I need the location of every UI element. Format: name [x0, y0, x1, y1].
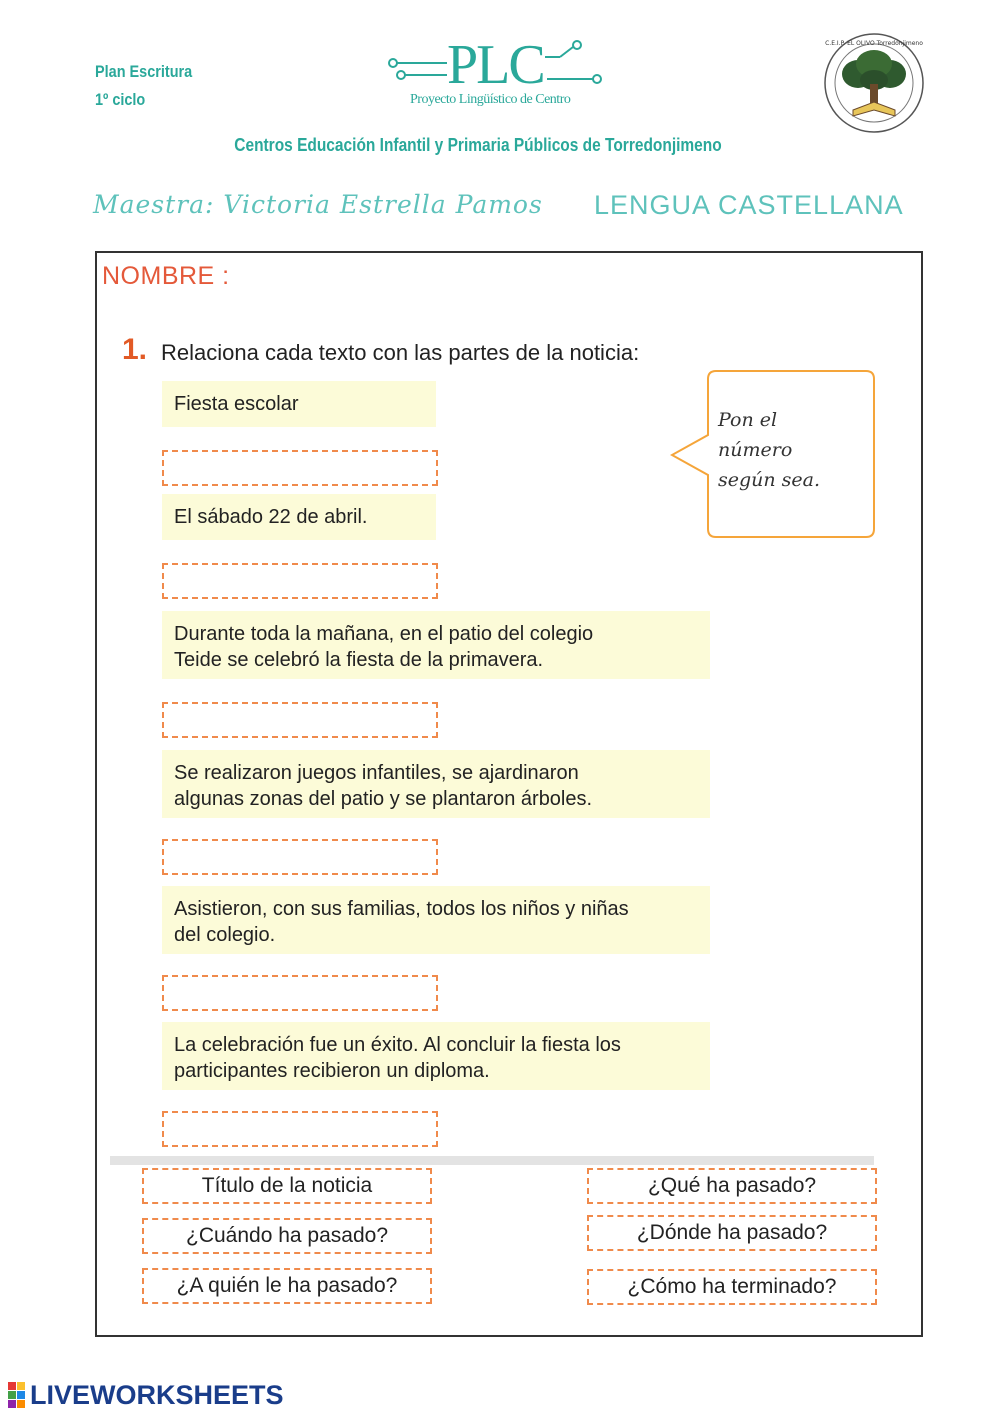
text-block-6 — [162, 1022, 710, 1090]
footer-brand-text: LIVEWORKSHEETS — [30, 1379, 284, 1410]
option-como[interactable]: ¿Cómo ha terminado? — [587, 1269, 877, 1305]
exercise-number: 1. — [122, 333, 148, 366]
text-block-2 — [162, 494, 436, 540]
text-block-6-line-1: La celebración fue un éxito. Al concluir la fiesta los — [174, 1034, 621, 1056]
text-block-3 — [162, 611, 710, 679]
answer-box-5[interactable] — [162, 975, 438, 1011]
text-block-3-line-2: Teide se celebró la fiesta de la primavera. — [174, 649, 544, 671]
exercise-instruction: Relaciona cada texto con las partes de la noticia: — [161, 340, 640, 365]
text-block-5 — [162, 886, 710, 954]
bubble-line-1: Pon el — [718, 409, 778, 431]
plan-label — [95, 58, 192, 114]
text-block-4-line-1: Se realizaron juegos infantiles, se ajardinaron — [174, 762, 579, 784]
plc-logo-title: PLC — [447, 34, 544, 96]
answer-box-2[interactable] — [162, 563, 438, 599]
answer-box-1[interactable] — [162, 450, 438, 486]
liveworksheets-logo-icon — [8, 1382, 26, 1408]
centros-title: Centros Educación Infantil y Primaria Públicos de Torredonjimeno — [234, 135, 722, 155]
answer-box-3[interactable] — [162, 702, 438, 738]
text-block-3-line-1: Durante toda la mañana, en el patio del colegio — [174, 623, 594, 645]
text-block-1 — [162, 381, 436, 427]
bubble-text — [718, 405, 820, 495]
text-block-5-line-2: del colegio. — [174, 924, 276, 946]
text-block-4-line-2: algunas zonas del patio y se plantaron árboles. — [174, 788, 593, 810]
seal-text: C.E.I.P. EL OLIVO Torredonjimeno — [825, 40, 923, 47]
option-titulo[interactable]: Título de la noticia — [142, 1168, 432, 1204]
option-donde[interactable]: ¿Dónde ha pasado? — [587, 1215, 877, 1251]
answer-box-4[interactable] — [162, 839, 438, 875]
teacher-name: Maestra: Victoria Estrella Pamos — [93, 190, 543, 219]
plan-line-1: Plan Escritura — [95, 62, 193, 81]
answer-box-6[interactable] — [162, 1111, 438, 1147]
option-cuando[interactable]: ¿Cuándo ha pasado? — [142, 1218, 432, 1254]
plan-line-2: 1º ciclo — [95, 90, 146, 109]
bubble-line-2: número — [718, 439, 793, 461]
bubble-line-3: según sea. — [718, 469, 821, 491]
text-block-6-line-2: participantes recibieron un diploma. — [174, 1060, 490, 1082]
plc-logo-subtitle: Proyecto Lingüístico de Centro — [410, 92, 571, 107]
text-block-2-line-1: El sábado 22 de abril. — [174, 506, 368, 528]
text-block-1-line-1: Fiesta escolar — [174, 393, 299, 415]
option-que[interactable]: ¿Qué ha pasado? — [587, 1168, 877, 1204]
footer-brand[interactable] — [8, 1378, 284, 1412]
text-block-5-line-1: Asistieron, con sus familias, todos los niños y niñas — [174, 898, 629, 920]
divider-bar — [110, 1156, 874, 1165]
name-label: NOMBRE : — [102, 262, 230, 290]
text-block-4 — [162, 750, 710, 818]
school-seal-tree-icon — [823, 32, 925, 134]
option-quien[interactable]: ¿A quién le ha pasado? — [142, 1268, 432, 1304]
subject-title: LENGUA CASTELLANA — [594, 190, 904, 220]
